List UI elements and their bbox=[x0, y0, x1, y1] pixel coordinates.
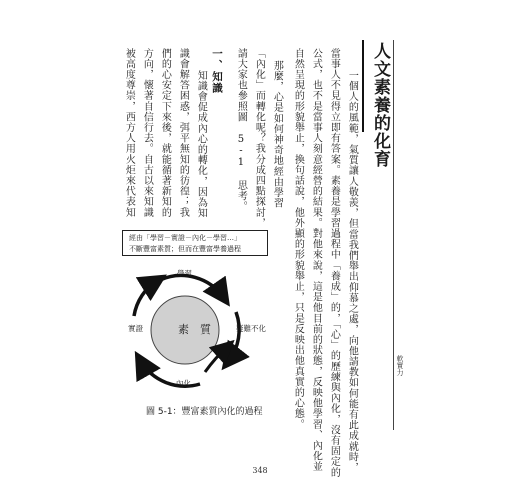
page-number: 348 bbox=[252, 466, 268, 475]
body-column: 請大家也參照圖 5-1 思考。 bbox=[235, 48, 247, 212]
cycle-label-top: 學習 bbox=[177, 269, 192, 278]
body-column: 一個人的風範，氣質讓人敬羨，但當我們舉出仰慕之處，向他請教如何能有此成就時， bbox=[346, 70, 358, 473]
figure-caption: 圖 5-1：豐富素質內化的過程 bbox=[146, 407, 263, 417]
cycle-label-left: 實證 bbox=[128, 324, 143, 333]
body-column: 知識會促成內心的轉化，因為知 bbox=[195, 70, 207, 219]
cycle-arrow-top bbox=[160, 275, 224, 298]
body-column: 們的心安定下來後，就能循著新知的 bbox=[159, 48, 171, 218]
body-column: 那麼，心是如何神奇地經由學習 bbox=[271, 60, 283, 209]
cycle-arrow-right bbox=[228, 312, 239, 362]
figure-note-line: 不斷豐富素質；但而在豐富學養過程 bbox=[129, 245, 241, 253]
cycle-label-bottom: 內化 bbox=[176, 379, 191, 388]
body-column: 方向，懷著自信行去。自古以來知識 bbox=[141, 48, 153, 218]
body-column: 當事人不見得立即有答案。素養是學習過程中「養成」的，「心」的歷練與內化，沒有固定的 bbox=[328, 48, 340, 478]
section-title: 人文素養的化育 bbox=[370, 42, 390, 168]
body-column: 「內化」而轉化呢？我分成四點探討， bbox=[253, 48, 265, 229]
cycle-arrow-left bbox=[134, 280, 158, 316]
body-column: 公式，也不是當事人刻意經營的結果。對他來說，這是他目前的狀態，反映他學習、內化並 bbox=[310, 48, 322, 472]
figure-note-line: 經由「學習－實證－內化－學習…」 bbox=[129, 234, 241, 242]
subsection-heading: 一、知識 bbox=[211, 48, 223, 94]
side-tab: 軟實力 bbox=[396, 355, 404, 376]
body-column: 自然呈現的形貌舉止，換句話說，他外顯的形貌舉止，只是反映出他真實的心態。 bbox=[292, 48, 304, 430]
body-column: 識會解答困惑，弭平無知的彷徨；我 bbox=[177, 48, 189, 218]
cycle-label-right: 疑難不化 bbox=[236, 324, 266, 333]
body-column: 被高度尊崇，西方人用火炬來代表知 bbox=[123, 48, 135, 218]
center-label: 素 質 bbox=[178, 323, 211, 336]
